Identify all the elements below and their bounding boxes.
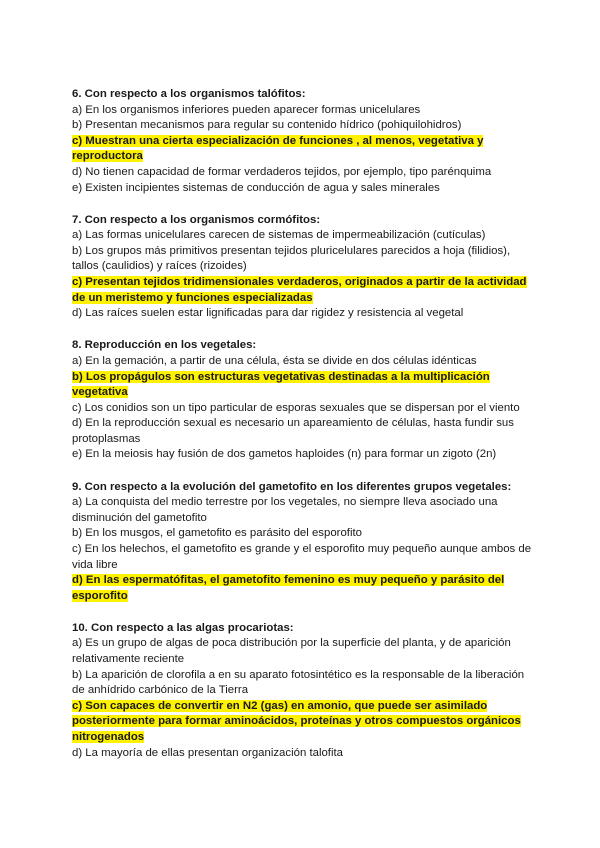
question-9: [72, 480, 532, 605]
highlighted-answer: c) Presentan tejidos tridimensionales verdaderos, originados a partir de la actividad de un meristemo y funciones especializadas: [72, 276, 527, 304]
highlighted-answer: c) Son capaces de convertir en N2 (gas) en amonio, que puede ser asimilado posteriormente para formar aminoácidos, proteínas y otros compuestos orgánicos nitrogenados: [72, 699, 521, 743]
option-d: d) Las raíces suelen estar lignificadas para dar rigidez y resistencia al vegetal: [72, 307, 464, 320]
option-a: a) La conquista del medio terrestre por los vegetales, no siempre lleva asociado una disminución del gametofito: [72, 496, 498, 524]
option-a: a) Las formas unicelulares carecen de sistemas de impermeabilización (cutículas): [72, 229, 486, 242]
option-b: b) Los grupos más primitivos presentan tejidos pluricelulares parecidos a hoja (filidios), tallos (caulidios) y raíces (rizoides): [72, 244, 511, 273]
question-title: 9. Con respecto a la evolución del gametofito en los diferentes grupos vegetales:: [72, 480, 512, 493]
question-title: 6. Con respecto a los organismos talófitos:: [72, 88, 306, 100]
option-b: b) La aparición de clorofila a en su aparato fotosintético es la responsable de la liberación de anhídrido carbónico de la Tierra: [72, 668, 525, 697]
option-c-correct: [72, 699, 532, 746]
highlighted-answer: d) En las espermatófitas, el gametofito femenino es muy pequeño y parásito del esporofito: [72, 574, 505, 602]
question-6: [72, 87, 532, 196]
option-b: b) Presentan mecanismos para regular su contenido hídrico (pohiquilohidros): [72, 119, 462, 132]
option-d: d) En la reproducción sexual es necesario un apareamiento de células, hasta fundir sus protoplasmas: [72, 417, 514, 445]
question-title: 7. Con respecto a los organismos cormófitos:: [72, 213, 321, 226]
option-c: c) En los helechos, el gametofito es grande y el esporofito muy pequeño aunque ambos de vida libre: [72, 542, 532, 571]
option-b-correct: [72, 370, 532, 401]
question-title: 8. Reproducción en los vegetales:: [72, 339, 257, 352]
option-d: d) No tienen capacidad de formar verdaderos tejidos, por ejemplo, tipo parénquima: [72, 165, 492, 178]
question-title: 10. Con respecto a las algas procariotas:: [72, 621, 294, 634]
question-10: [72, 621, 532, 761]
option-d: d) La mayoría de ellas presentan organización talofita: [72, 746, 344, 759]
option-a: a) En los organismos inferiores pueden aparecer formas unicelulares: [72, 103, 421, 116]
highlighted-answer: b) Los propágulos son estructuras vegetativas destinadas a la multiplicación vegetativa: [72, 370, 490, 399]
highlighted-answer: c) Muestran una cierta especialización de funciones , al menos, vegetativa y reproductora: [72, 134, 484, 163]
question-7: [72, 213, 532, 322]
option-e: e) En la meiosis hay fusión de dos gametos haploides (n) para formar un zigoto (2n): [72, 448, 497, 461]
option-b: b) En los musgos, el gametofito es parásito del esporofito: [72, 527, 362, 540]
option-c: c) Los conidios son un tipo particular de esporas sexuales que se dispersan por el viento: [72, 401, 520, 414]
option-c-correct: [72, 275, 532, 306]
option-a: a) En la gemación, a partir de una célula, ésta se divide en dos células idénticas: [72, 354, 477, 367]
option-c-correct: [72, 134, 532, 165]
question-8: [72, 338, 532, 463]
option-d-correct: [72, 573, 532, 604]
option-e: e) Existen incipientes sistemas de conducción de agua y sales minerales: [72, 181, 440, 194]
option-a: a) Es un grupo de algas de poca distribución por la superficie del planta, y de aparición relativamente reciente: [72, 637, 511, 665]
document-page: [72, 87, 532, 778]
